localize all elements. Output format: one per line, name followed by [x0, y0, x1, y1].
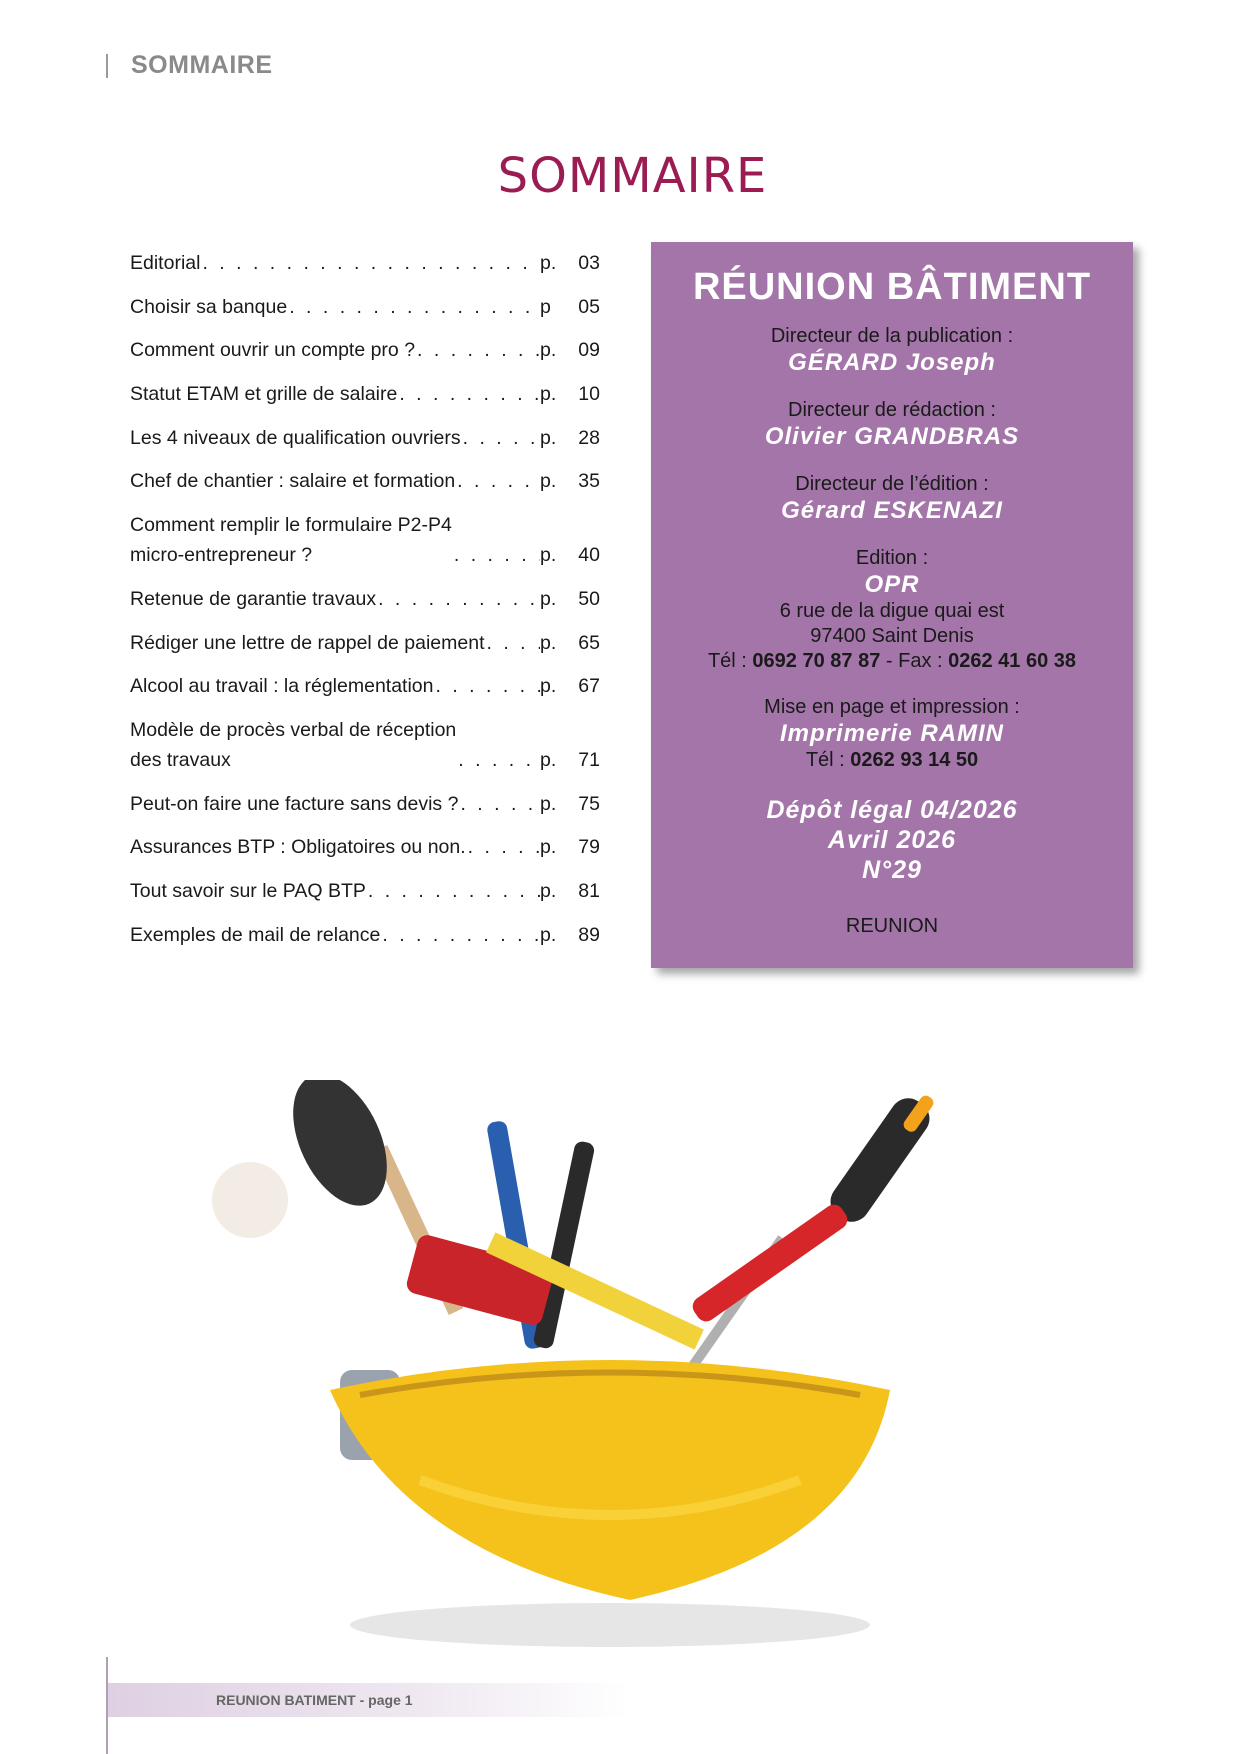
publication-director-name: GÉRARD Joseph — [788, 349, 996, 376]
toc-title-continued: micro-entrepreneur ? — [130, 544, 313, 567]
toc-entry[interactable] — [130, 876, 600, 906]
toc-page-prefix: p — [540, 295, 551, 318]
toc-title-block — [130, 715, 456, 775]
toc-entry[interactable] — [130, 584, 600, 614]
toc-page-prefix: p. — [540, 544, 557, 567]
publisher-label: Edition : — [855, 547, 929, 569]
issue-number: N°29 — [862, 856, 922, 884]
toc-page-prefix: p. — [540, 383, 557, 406]
toc-title: Retenue de garantie travaux — [130, 587, 377, 610]
publisher-contact — [651, 649, 1133, 674]
toc-page-number: 81 — [578, 879, 600, 902]
toc-page-prefix: p. — [540, 587, 557, 610]
toc-page-prefix: p. — [540, 339, 557, 362]
toc-page-prefix: p. — [540, 470, 557, 493]
running-header: SOMMAIRE — [131, 51, 273, 79]
dot-leader — [452, 540, 540, 570]
toc-page-prefix: p. — [540, 879, 557, 902]
toc-page-prefix: p. — [540, 923, 557, 946]
page-title: SOMMAIRE — [497, 148, 768, 205]
toc-page-number: 71 — [578, 748, 600, 771]
dot-leader — [366, 876, 540, 906]
toc-page-number: 10 — [578, 383, 600, 406]
printer-label: Mise en page et impression : — [764, 696, 1020, 718]
toc-title: Les 4 niveaux de qualification ouvriers — [130, 426, 461, 449]
dot-leader — [415, 335, 540, 365]
dot-leader — [380, 920, 540, 950]
dot-leader — [455, 466, 540, 496]
toc-entry[interactable] — [130, 671, 600, 701]
toc-page-number: 05 — [578, 295, 600, 318]
toc-page-number: 89 — [578, 923, 600, 946]
magazine-title: RÉUNION BÂTIMENT — [692, 266, 1092, 308]
toc-entry[interactable] — [130, 466, 600, 496]
toc-page-prefix: p. — [540, 748, 557, 771]
toc-page-number: 09 — [578, 339, 600, 362]
editorial-director-name: Olivier GRANDBRAS — [764, 423, 1020, 450]
dot-leader — [485, 628, 541, 658]
toc-title: Choisir sa banque — [130, 295, 288, 318]
toc-page-number: 75 — [578, 792, 600, 815]
tel-label: Tél : — [707, 650, 747, 672]
toc-page-prefix: p. — [540, 631, 557, 654]
toc-page-number: 79 — [578, 836, 600, 859]
toc-page-prefix: p. — [540, 252, 557, 274]
publication-director-label: Directeur de la publication : — [770, 325, 1014, 347]
toc-title: Peut-on faire une facture sans devis ? — [130, 792, 459, 815]
toc-title-block — [130, 510, 452, 570]
shadow — [350, 1603, 870, 1647]
publisher-address-line2: 97400 Saint Denis — [810, 625, 974, 647]
toc-title-continued: des travaux — [130, 748, 231, 771]
toc-page-prefix: p. — [540, 426, 557, 449]
toc-title: Tout savoir sur le PAQ BTP — [130, 879, 366, 902]
header-divider — [106, 54, 108, 78]
dot-leader — [461, 423, 540, 453]
tools-in-helmet-illustration — [160, 1080, 1060, 1660]
dot-leader — [376, 584, 540, 614]
toc-page-number: 50 — [578, 587, 600, 610]
toc-title: Rédiger une lettre de rappel de paiement — [130, 631, 485, 654]
toc-entry[interactable] — [130, 423, 600, 453]
toc-entry[interactable] — [130, 248, 600, 278]
toc-entry[interactable] — [130, 715, 600, 775]
toc-entry[interactable] — [130, 920, 600, 950]
toc-title: Assurances BTP : Obligatoires ou non. — [130, 836, 466, 859]
fax-number: 0262 41 60 38 — [948, 650, 1077, 672]
legal-deposit: Dépôt légal 04/2026 — [766, 796, 1018, 824]
page-footer: REUNION BATIMENT - page 1 — [216, 1692, 413, 1708]
toc-page-prefix: p. — [540, 675, 557, 698]
toc-entry[interactable] — [130, 789, 600, 819]
printer-tel-number: 0262 93 14 50 — [850, 749, 979, 771]
dot-leader — [458, 789, 540, 819]
toc-entry[interactable] — [130, 292, 600, 322]
toc-page-number: 35 — [578, 470, 600, 493]
editorial-director-label: Directeur de rédaction : — [788, 399, 996, 421]
toc-entry[interactable] — [130, 628, 600, 658]
toc-entry[interactable] — [130, 379, 600, 409]
toc-page-number: 67 — [578, 675, 600, 698]
dot-leader — [287, 292, 540, 322]
toc-title: Alcool au travail : la réglementation — [130, 675, 434, 698]
credits-panel — [651, 242, 1133, 968]
toc-page-number: 28 — [578, 426, 600, 449]
toc-page-prefix: p. — [540, 792, 557, 815]
toc-title: Statut ETAM et grille de salaire — [130, 383, 398, 406]
region-label: REUNION — [845, 915, 939, 937]
dot-leader — [466, 832, 540, 862]
dot-leader — [397, 379, 540, 409]
toc-title: Comment remplir le formulaire P2-P4 — [130, 514, 452, 537]
toc-page-prefix: p. — [540, 836, 557, 859]
hard-hat-icon — [330, 1360, 890, 1600]
toc-entry[interactable] — [130, 335, 600, 365]
toc-entry[interactable] — [130, 510, 600, 570]
printer-name: Imprimerie RAMIN — [779, 720, 1005, 747]
dot-leader — [200, 248, 540, 278]
publisher-name: OPR — [864, 571, 920, 598]
toc-entry[interactable] — [130, 832, 600, 862]
toc-title: Editorial — [130, 252, 201, 274]
toc-title: Exemples de mail de relance — [130, 923, 381, 946]
toc-title: Modèle de procès verbal de réception — [130, 718, 457, 741]
edition-director-name: Gérard ESKENAZI — [781, 497, 1003, 524]
toc-page-number: 03 — [578, 252, 600, 274]
toc-title: Chef de chantier : salaire et formation — [130, 470, 456, 493]
toc-page-number: 40 — [578, 544, 600, 567]
issue-date: Avril 2026 — [827, 826, 957, 854]
toc-title: Comment ouvrir un compte pro ? — [130, 339, 416, 362]
tel-number: 0692 70 87 87 — [752, 650, 881, 672]
fax-label: - Fax : — [885, 650, 943, 672]
publisher-address-line1: 6 rue de la digue quai est — [779, 600, 1005, 622]
printer-tel-label: Tél : — [805, 749, 845, 771]
edition-director-label: Directeur de l’édition : — [795, 473, 989, 495]
dot-leader — [456, 745, 540, 775]
printer-contact — [651, 748, 1133, 773]
table-of-contents — [130, 248, 600, 963]
toc-page-number: 65 — [578, 631, 600, 654]
dot-leader — [434, 671, 541, 701]
